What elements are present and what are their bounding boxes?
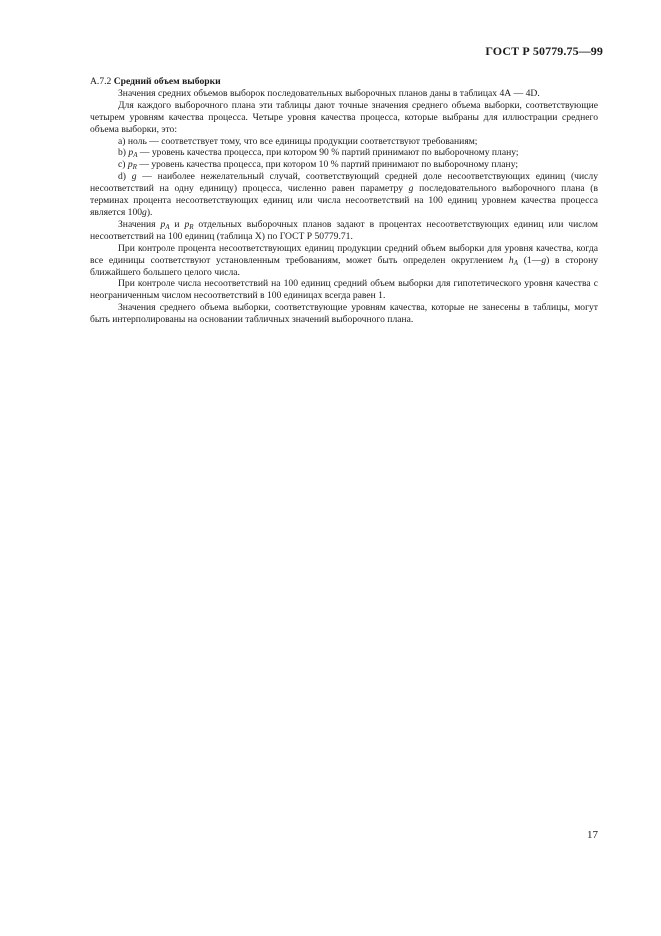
paragraph-pa-pr-values xyxy=(90,219,598,243)
symbol-p: p xyxy=(127,159,133,171)
section-heading xyxy=(90,76,598,88)
list-text-d-end: ). xyxy=(146,206,153,218)
list-marker-d: d) xyxy=(118,171,132,183)
text: Значения xyxy=(118,218,161,230)
paragraph-percent-nonconforming xyxy=(90,243,598,279)
symbol-h: h xyxy=(508,254,514,266)
section-number: А.7.2 xyxy=(90,76,112,87)
subscript-a: A xyxy=(513,258,518,267)
paragraph-tables-reference: Значения средних объемов выборок последовательных выборочных планов даны в таблицах 4А — 4D. xyxy=(118,87,540,99)
subscript-a: A xyxy=(133,151,138,160)
paragraph-nonconformities-per-100: При контроле числа несоответствий на 100 единиц средний объем выборки для гипотетического уровня качества с неограниченным числом несоответствий в 100 единицах всегда равен 1. xyxy=(90,278,598,302)
subscript-r: R xyxy=(189,222,194,231)
list-marker-b: b) xyxy=(118,147,129,159)
subscript-r: R xyxy=(132,163,137,172)
paragraph-interpolation: Значения среднего объема выборки, соответствующие уровням качества, которые не занесены в таблицы, могут быть интерполированы на основании табличных значений выборочного плана. xyxy=(90,302,598,326)
symbol-p: p xyxy=(128,147,134,159)
page-number: 17 xyxy=(587,829,598,841)
list-item-d xyxy=(90,171,598,219)
symbol-p: p xyxy=(184,218,190,230)
list-marker-c: c) xyxy=(118,159,128,171)
symbol-g: g xyxy=(541,254,547,266)
paragraph-quality-levels-intro: Для каждого выборочного плана эти таблицы дают точные значения среднего объема выборки, соответствующие четырем уровням качества процесса. Четыре уровня качества процесса, которые выбраны для иллюстрации среднего объема выборки, это: xyxy=(90,99,598,135)
text: При контроле процента несоответствующих единиц продукции средний объем выборки для уровня качества, когда все единицы соответствуют установленным требованиям, может быть определен округлением xyxy=(90,242,598,266)
list-item-a: а) ноль — соответствует тому, что все единицы продукции соответствуют требованиям; xyxy=(118,135,478,147)
list-text-d-part1: — наиболее нежелательный случай, соответствующий средней доле несоответствующих единиц (числу несоответствий на одну единицу) процесса, численно равен параметру xyxy=(90,171,598,195)
symbol-g: g xyxy=(131,171,137,183)
list-text-c: — уровень качества процесса, при котором 10 % партий принимают по выборочному плану; xyxy=(136,159,519,171)
list-item-c xyxy=(90,159,598,171)
document-code-header: ГОСТ Р 50779.75—99 xyxy=(485,44,603,58)
section-title: Средний объем выборки xyxy=(113,76,221,87)
symbol-g: g xyxy=(142,206,147,218)
document-body xyxy=(90,76,598,326)
list-item-b xyxy=(90,147,598,159)
list-text-d-part2: последовательного выборочного плана (в терминах процента несоответствующих единиц или числа несоответствий на 100 единиц уровнем качества процесса является 100 xyxy=(90,183,598,218)
subscript-a: A xyxy=(165,222,170,231)
text: (1— xyxy=(517,254,542,266)
list-text-b: — уровень качества процесса, при котором 90 % партий принимают по выборочному плану; xyxy=(137,147,519,159)
symbol-p: p xyxy=(160,218,166,230)
text: ) в сторону ближайшего большего целого числа. xyxy=(90,254,598,278)
symbol-g: g xyxy=(408,183,414,195)
text: и xyxy=(169,218,185,230)
text: отдельных выборочных планов задают в процентах несоответствующих единиц или числом несоответствий на 100 единиц (таблица X) по ГОСТ Р 50779.71. xyxy=(90,218,598,242)
